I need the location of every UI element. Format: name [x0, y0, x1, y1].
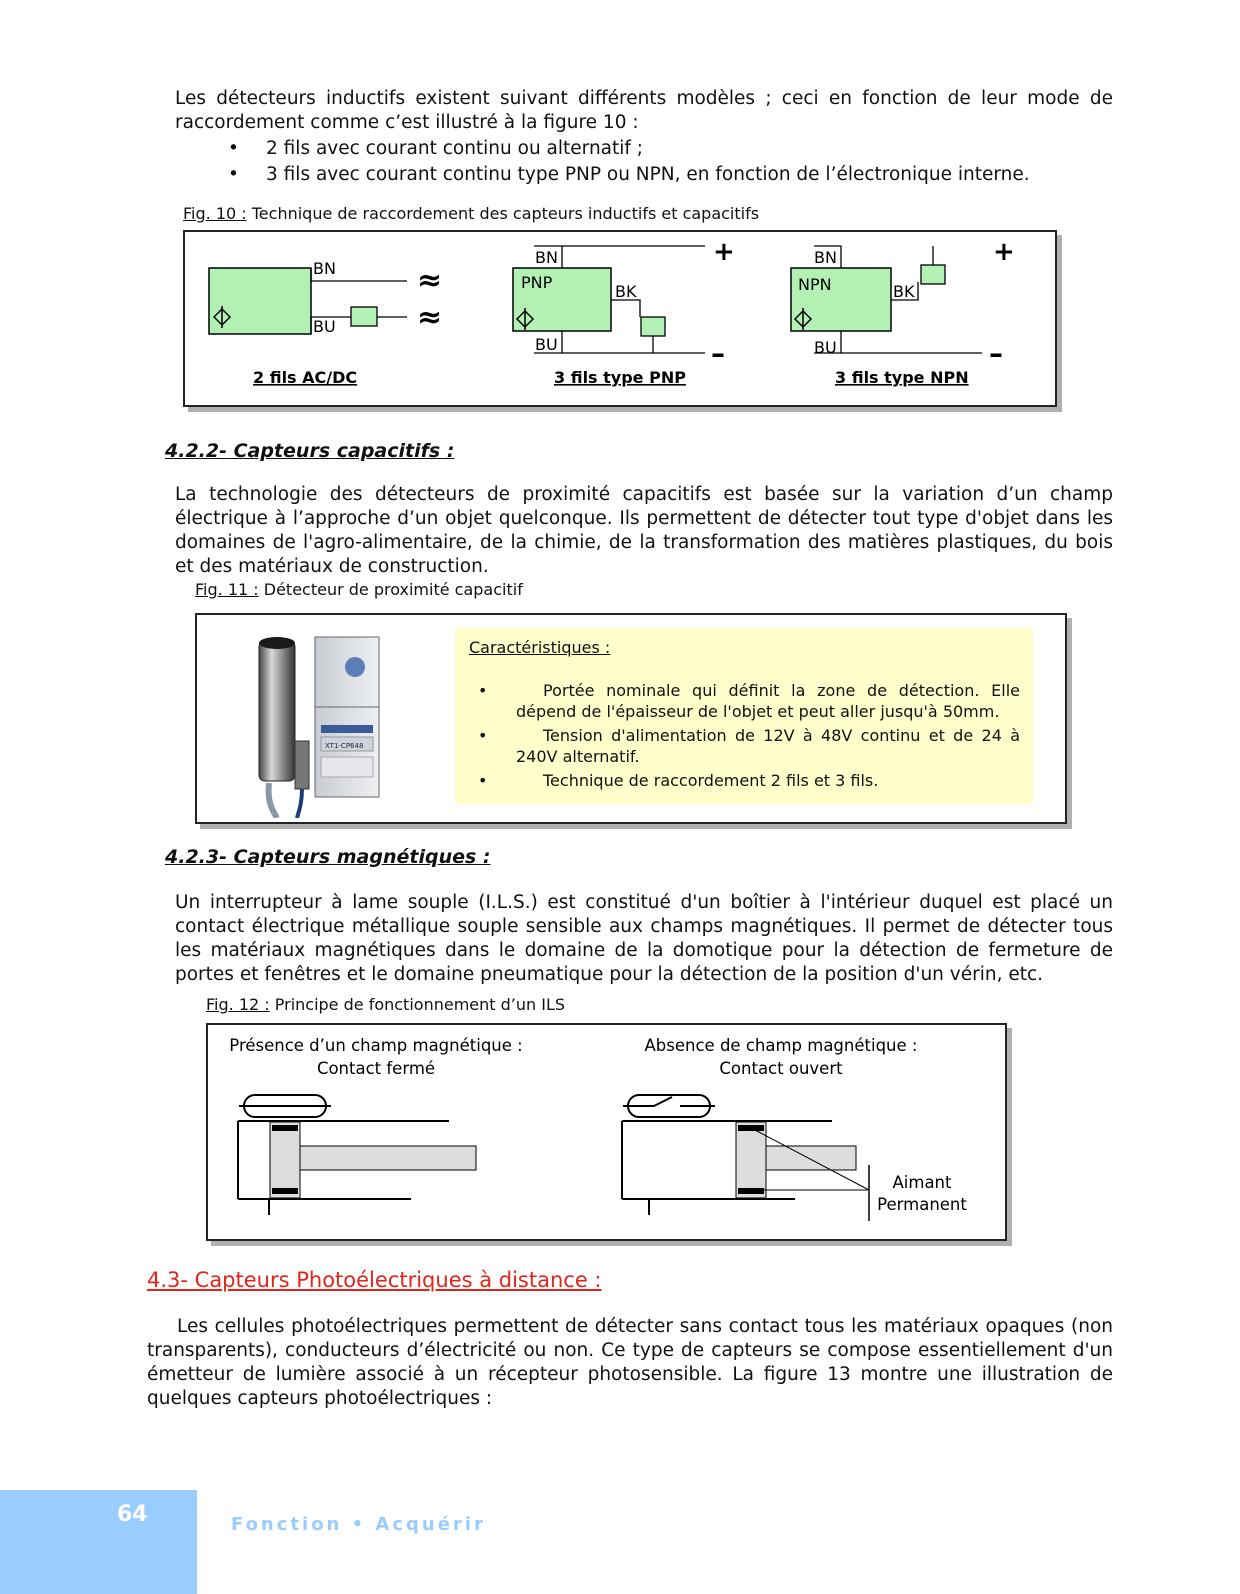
wire-bu-label: BU	[535, 335, 558, 354]
ils-open-contact	[622, 1095, 869, 1221]
wire-bk-label: BK	[615, 282, 637, 301]
wire-bu-label: BU	[814, 338, 837, 357]
intro-paragraph	[175, 87, 1113, 187]
fig10-label: Fig. 10 :	[183, 204, 247, 223]
fig10-wiring-diagram	[183, 230, 1057, 407]
ils-closed-contact	[238, 1095, 476, 1215]
section-4-3-heading: 4.3- Capteurs Photoélectriques à distance :	[147, 1268, 602, 1292]
spec-item-text: Portée nominale qui définit la zone de détection. Elle dépend de l'épaisseur de l'objet et peut aller jusqu'à 50mm.	[516, 681, 1020, 721]
magnet-label-line1: Aimant	[892, 1173, 952, 1192]
wire-bk-label: BK	[893, 282, 915, 301]
right-state-line1: Absence de champ magnétique :	[644, 1036, 918, 1055]
minus-icon: –	[711, 337, 725, 370]
fig11-box	[195, 613, 1067, 824]
magnet-label-line2: Permanent	[877, 1195, 967, 1214]
wire-bn-label: BN	[313, 259, 336, 278]
fig10-caption-text: Technique de raccordement des capteurs inductifs et capacitifs	[251, 204, 760, 223]
left-state-line1: Présence d’un champ magnétique :	[229, 1036, 523, 1055]
fig12-svg	[208, 1025, 1005, 1239]
fig10-svg	[185, 232, 1055, 405]
section-4-2-2-heading: 4.2.2- Capteurs capacitifs :	[165, 440, 455, 462]
spec-item-text: Technique de raccordement 2 fils et 3 fils.	[543, 771, 879, 790]
wire-bn-label: BN	[535, 248, 558, 267]
section-4-3-paragraph: Les cellules photoélectriques permettent de détecter sans contact tous les matériaux opaques (non transparents), conducteurs d’électricité ou non. Ce type de capteurs se compose essentiellement d'un émetteur de lumière associé à un récepteur photosensible. La figure 13 montre une illustration de quelques capteurs photoélectriques :	[147, 1316, 1113, 1409]
spec-title: Caractéristiques :	[469, 638, 611, 657]
wire-bu-label: BU	[313, 317, 336, 336]
section-4-2-3-paragraph: Un interrupteur à lame souple (I.L.S.) est constitué d'un boîtier à l'intérieur duquel est placé un contact électrique métallique souple sensible aux champs magnétiques. Il permet de détecter tous les matériaux magnétiques dans le domaine de la domotique pour la détection de fermeture de portes et fenêtres et le domaine pneumatique pour la détection de la position d'un vérin, etc.	[175, 892, 1113, 985]
fig11-label: Fig. 11 :	[195, 580, 259, 599]
fig10-title-pnp: 3 fils type PNP	[554, 368, 686, 387]
capacitive-sensor-photo	[247, 633, 382, 818]
fig12-caption-text: Principe de fonctionnement d’un ILS	[274, 995, 566, 1014]
intro-text: Les détecteurs inductifs existent suivant différents modèles ; ceci en fonction de leur mode de raccordement comme c’est illustré à la figure 10 :	[175, 88, 1113, 133]
list-item	[516, 680, 1020, 722]
footer-running-title: Fonction • Acquérir	[231, 1514, 486, 1535]
ac-dc-approx-icon: ≈	[417, 300, 443, 335]
wire-bn-label: BN	[814, 248, 837, 267]
fig12-label: Fig. 12 :	[206, 995, 270, 1014]
fig10-title-npn: 3 fils type NPN	[835, 368, 969, 387]
npn-label: NPN	[798, 275, 832, 294]
fig10-title-2-wire: 2 fils AC/DC	[253, 368, 358, 387]
section-4-2-3-heading: 4.2.3- Capteurs magnétiques :	[165, 846, 491, 868]
plus-icon: +	[713, 237, 735, 267]
sensor-pnp	[513, 237, 735, 387]
right-state-line2: Contact ouvert	[719, 1059, 843, 1078]
footer-page-number-block	[0, 1490, 197, 1594]
list-item: • 3 fils avec courant continu type PNP ou NPN, en fonction de l’électronique interne.	[266, 163, 1113, 187]
fig11-caption-text: Détecteur de proximité capacitif	[263, 580, 523, 599]
device-label: XT1-CP648	[325, 742, 364, 750]
sensor-2-wire	[209, 259, 442, 387]
fig12-ils-diagram	[206, 1023, 1007, 1241]
list-item: • 2 fils avec courant continu ou alternatif ;	[266, 137, 1113, 161]
fig12-caption	[206, 995, 565, 1014]
fig11-caption	[195, 580, 523, 599]
spec-list	[516, 680, 1020, 791]
list-item	[516, 770, 1020, 791]
section-4-2-2-paragraph: La technologie des détecteurs de proximité capacitifs est basée sur la variation d’un champ électrique à l’approche d’un objet quelconque. Ils permettent de détecter tout type d'objet dans les domaines de l'agro-alimentaire, de la chimie, de la transformation des matières plastiques, du bois et des matériaux de construction.	[175, 484, 1113, 577]
sensor-npn	[791, 237, 1015, 387]
plus-icon: +	[993, 237, 1015, 267]
minus-icon: –	[989, 337, 1003, 370]
fig10-caption	[183, 204, 759, 223]
spec-panel	[455, 628, 1033, 804]
page-number: 64	[117, 1502, 148, 1527]
pnp-label: PNP	[521, 273, 553, 292]
ac-dc-approx-icon: ≈	[417, 263, 443, 298]
left-state-line2: Contact fermé	[316, 1059, 436, 1078]
spec-item-text: Tension d'alimentation de 12V à 48V continu et de 24 à 240V alternatif.	[516, 726, 1020, 766]
list-item	[516, 725, 1020, 767]
intro-bullet-list	[266, 137, 1113, 187]
